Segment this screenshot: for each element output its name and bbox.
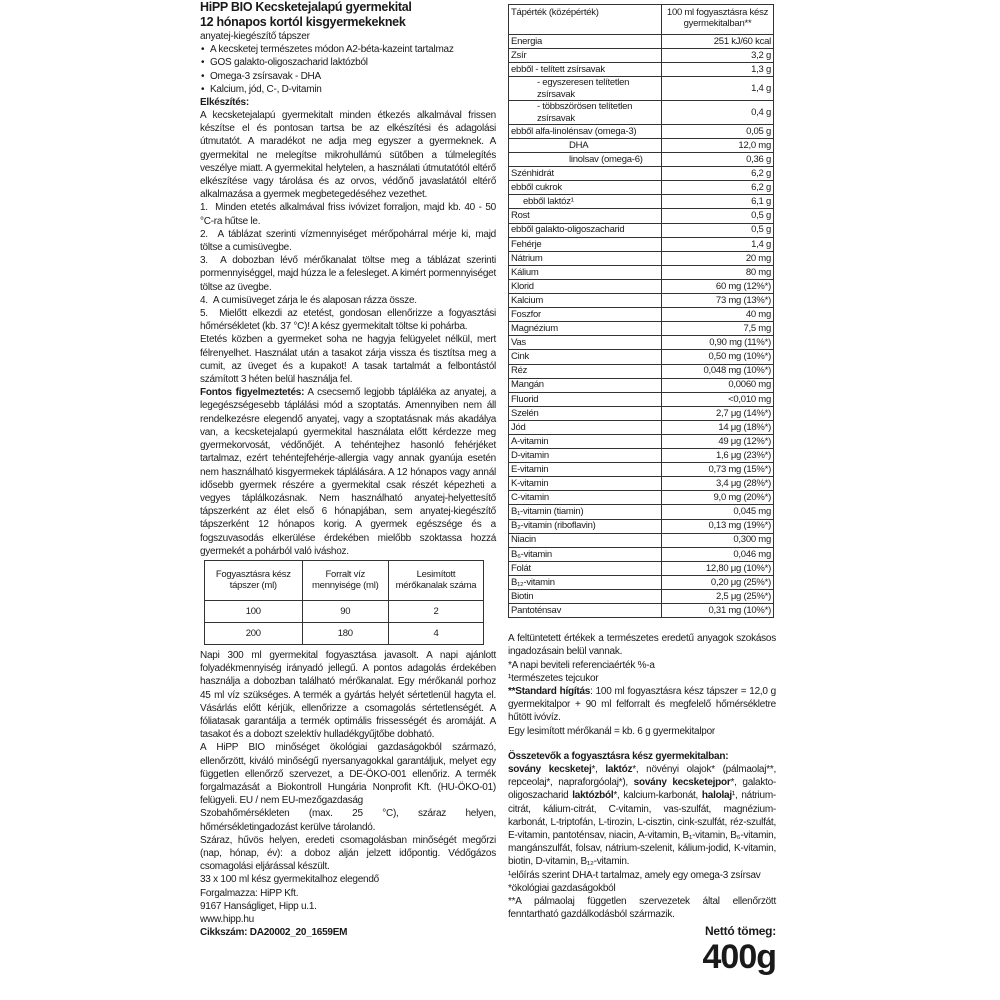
nutrient-value: 2,5 μg (25%*)	[662, 590, 774, 604]
right-column	[508, 0, 776, 1000]
left-column	[200, 0, 496, 1000]
nutrient-value: 0,045 mg	[662, 505, 774, 519]
nutrient-value: 0,4 g	[662, 101, 774, 125]
nutrient-value: 1,3 g	[662, 63, 774, 77]
nutrient-name: Kálium	[509, 265, 662, 279]
net-weight-value: 400g	[702, 937, 776, 976]
preparation-step: 2. A táblázat szerinti vízmennyiséget mérőpohárral mérje ki, majd töltse a cumisüvegbe.	[200, 228, 496, 254]
nutrient-name: E-vitamin	[509, 463, 662, 477]
nutrition-row	[509, 251, 774, 265]
dosage-cell: 100	[205, 600, 303, 622]
warning-text: A csecsemő legjobb tápláléka az anyatej, a legegészségesebb táplálási mód a szoptatás. Amennyiben nem áll rendelkezésre elegendő anyatej, vagy a szoptatásnak más akadálya van, a kecsketejalapú gyermekital használata előtt kérdezze meg gyermekorvosát, védőnőjét. A tehéntejhez hasonló fehérjéket tartalmaz, ezért tehéntejfehérje-allergia vagy annak gyanúja esetén nem használható kisgyermekek táplálására. A 12 hónapos vagy annál idősebb gyermek részére a gyermekital csak részét képezheti a vegyes táplálkozásnak. Nem használható anyatej-helyettesítő tápszerként az élet első 6 hónapjában, sem anyatej-kiegészítő tápszerként 12 hónapos korig. A gyermek egészsége és a fogszuvasodás elkerülése érdekében mielőbb szoktassa hozzá gyermekét a pohárból való iváshoz.	[200, 387, 496, 557]
nutrition-row	[509, 181, 774, 195]
nutrient-value: 49 μg (12%*)	[662, 434, 774, 448]
footnote	[508, 685, 776, 725]
footnote-text: : 100 ml fogyasztásra kész tápszer = 12,0 g gyermekitalpor + 90 ml felforralt és megfelelő hőmérsékletre hűtött ivóvíz.	[508, 686, 776, 724]
nutrition-row	[509, 449, 774, 463]
nutrition-row	[509, 420, 774, 434]
warning-heading: Fontos figyelmeztetés:	[200, 387, 305, 399]
nutrient-value: 0,13 mg (19%*)	[662, 519, 774, 533]
nutrient-name: Kalcium	[509, 294, 662, 308]
nutrition-row	[509, 505, 774, 519]
nutrient-value: 0,5 g	[662, 209, 774, 223]
nutrition-row	[509, 406, 774, 420]
nutrient-value: 0,05 g	[662, 124, 774, 138]
nutrition-row	[509, 336, 774, 350]
feature-item: • Kalcium, jód, C-, D-vitamin	[200, 83, 496, 96]
feature-list	[200, 43, 496, 96]
nutrition-row	[509, 279, 774, 293]
nutrient-name: C-vitamin	[509, 491, 662, 505]
dosage-cell: 2	[388, 600, 483, 622]
nutrient-value: 40 mg	[662, 308, 774, 322]
nutrient-name: Energia	[509, 35, 662, 49]
nutrient-name: Foszfor	[509, 308, 662, 322]
nutrient-value: 60 mg (12%*)	[662, 279, 774, 293]
nutrient-name: B₂-vitamin (riboflavin)	[509, 519, 662, 533]
preparation-step: 5. Mielőtt elkezdi az etetést, gondosan ellenőrizze a fogyasztási hőmérsékletet (kb. 37 °C)! A kész gyermekitalt töltse ki pohárba.	[200, 308, 496, 333]
nutrient-name: ebből galakto-oligoszacharid	[509, 223, 662, 237]
bio-quality-note: A HiPP BIO minőséget ökológiai gazdaságokból származó, ellenőrzött, kiváló minőségű nyersanyagokkal garantáljuk, melyet egy független ellenőrző szervezet, a DE-ÖKO-001 ellenőriz. A termék forgalmazását a Biokontroll Hungária Nonprofit Kft. (HU-ÖKO-01) felügyeli. EU / nem EU-mezőgazdaság	[200, 742, 496, 807]
nutrient-value: 0,31 mg (10%*)	[662, 604, 774, 618]
product-title: HiPP BIO Kecsketejalapú gyermekital	[200, 0, 412, 14]
storage-note: Szobahőmérsékleten (max. 25 °C), száraz helyen, hőmérsékletingadozást kerülve tárolandó.	[200, 808, 496, 833]
nutrition-row	[509, 237, 774, 251]
nutrient-name: Szelén	[509, 406, 662, 420]
nutrient-name: Szénhidrát	[509, 167, 662, 181]
nutrient-name: Magnézium	[509, 322, 662, 336]
nutrition-row	[509, 209, 774, 223]
nutrition-row	[509, 35, 774, 49]
ingredient-text: *,	[591, 764, 606, 776]
preparation-step: 3. A dobozban lévő mérőkanalat töltse meg a táblázat szerinti pormennyiséggel, majd húzza le a felesleget. A kimért pormennyiséget töltse az üvegbe.	[200, 255, 496, 293]
nutrient-name: ebből cukrok	[509, 181, 662, 195]
ingredient-bold: halolaj	[701, 790, 732, 802]
product-age: 12 hónapos kortól kisgyermekeknek	[200, 15, 406, 29]
nutrient-name: Fehérje	[509, 237, 662, 251]
nutrition-footnotes	[508, 632, 776, 738]
ingredient-bold: sovány kecsketejpor	[633, 777, 731, 789]
nutrient-name: Jód	[509, 420, 662, 434]
ingredient-bold: sovány kecsketej	[508, 764, 592, 776]
nutrition-row	[509, 153, 774, 167]
website: www.hipp.hu	[200, 913, 254, 925]
nutrient-value: 0,046 mg	[662, 547, 774, 561]
ingredients-block	[508, 750, 776, 922]
nutrient-name: Cink	[509, 350, 662, 364]
ingredient-text: *, galakto-oligoszacharid	[508, 777, 777, 802]
dosage-table	[204, 560, 484, 645]
nutrition-row	[509, 167, 774, 181]
nutrient-value: 0,048 mg (10%*)	[662, 364, 774, 378]
nutrition-row	[509, 491, 774, 505]
nutrient-value: 0,300 mg	[662, 533, 774, 547]
ingredients-note: ¹előírás szerint DHA-t tartalmaz, amely egy omega-3 zsírsav	[508, 869, 761, 881]
nutrient-value: <0,010 mg	[662, 392, 774, 406]
nutrient-name: Pantoténsav	[509, 604, 662, 618]
nutrition-table	[508, 4, 774, 618]
nutrient-value: 80 mg	[662, 265, 774, 279]
nutrient-value: 1,6 μg (23%*)	[662, 449, 774, 463]
nutrient-name: D-vitamin	[509, 449, 662, 463]
nutrient-value: 20 mg	[662, 251, 774, 265]
ingredient-text: ¹, nátrium-citrát, kálium-citrát, C-vitamin, vas-szulfát, magnézium-karbonát, L-triptofán, L-tirozin, L-cisztin, cink-szulfát, réz-szulfát, E-vitamin, pantoténsav, niacin, A-vitamin, B₁-vitamin, B₆-vitamin, mangánszulfát, folsav, nátrium-szelenit, kálium-jodid, K-vitamin, biotin, D-vitamin, B₁₂-vitamin.	[508, 790, 776, 868]
feature-item: • GOS galakto-oligoszacharid laktózból	[200, 56, 496, 69]
nutrient-name: Biotin	[509, 590, 662, 604]
nutrition-row	[509, 533, 774, 547]
nutrient-name: Niacin	[509, 533, 662, 547]
address: 9167 Hanságliget, Hipp u.1.	[200, 900, 317, 912]
nutrition-row	[509, 463, 774, 477]
nutrient-value: 6,2 g	[662, 167, 774, 181]
nutrient-value: 1,4 g	[662, 77, 774, 101]
nutrient-name: Mangán	[509, 378, 662, 392]
nutrient-name: Klorid	[509, 279, 662, 293]
nutrition-row	[509, 294, 774, 308]
article-number: Cikkszám: DA20002_20_1659EM	[200, 927, 348, 939]
nutrition-row	[509, 378, 774, 392]
preparation-step: 4. A cumisüveget zárja le és alaposan rázza össze.	[200, 294, 417, 306]
nutrient-value: 2,7 μg (14%*)	[662, 406, 774, 420]
nutrient-value: 12,80 μg (10%*)	[662, 561, 774, 575]
nutrient-name: linolsav (omega-6)	[509, 153, 662, 167]
nutrient-name: ebből alfa-linolénsav (omega-3)	[509, 124, 662, 138]
nutrition-row	[509, 364, 774, 378]
nutrient-value: 251 kJ/60 kcal	[662, 35, 774, 49]
dosage-cell: 4	[388, 622, 483, 644]
nutrient-value: 6,2 g	[662, 181, 774, 195]
preparation-after: Etetés közben a gyermeket soha ne hagyja felügyelet nélkül, mert félrenyelhet. Használat után a tasakot zárja vissza és tisztítsa meg a cumit, az üveget és a kupakot! A tasak tartalmát a felbontástól számított 3 héten belül használja fel.	[200, 334, 496, 386]
nutrient-value: 1,4 g	[662, 237, 774, 251]
nutrition-row	[509, 77, 774, 101]
footnote-bold: **Standard hígítás	[508, 686, 591, 697]
nutrient-name: K-vitamin	[509, 477, 662, 491]
table-row	[205, 622, 484, 644]
nutrient-name: B₁-vitamin (tiamin)	[509, 505, 662, 519]
net-weight-label: Nettó tömeg:	[705, 924, 776, 939]
nutrient-value: 0,90 mg (11%*)	[662, 336, 774, 350]
nutrition-rows	[509, 35, 774, 618]
nutrition-row	[509, 604, 774, 618]
nutrient-value: 73 mg (13%*)	[662, 294, 774, 308]
nutrition-row	[509, 575, 774, 589]
footnote: ¹természetes tejcukor	[508, 672, 599, 684]
nutrient-name: B₆-vitamin	[509, 547, 662, 561]
nutrient-name: Rost	[509, 209, 662, 223]
nutrient-value: 7,5 mg	[662, 322, 774, 336]
nutrient-value: 14 μg (18%*)	[662, 420, 774, 434]
ingredients-text	[508, 763, 776, 869]
nutrient-name: - egyszeresen telítetlen zsírsavak	[509, 77, 662, 101]
nutrition-row	[509, 547, 774, 561]
nutrition-row	[509, 124, 774, 138]
nutrient-value: 0,50 mg (10%*)	[662, 350, 774, 364]
nutrition-row	[509, 392, 774, 406]
dosage-header: Fogyasztásra kész tápszer (ml)	[205, 560, 303, 600]
nutrient-name: Nátrium	[509, 251, 662, 265]
best-before-note: Száraz, hűvös helyen, eredeti csomagolásban minőségét megőrzi (nap, hónap, év): a doboz alján jelzett időpontig. Védőgázos csomagolási eljárással készült.	[200, 834, 496, 873]
nutrient-name: ebből - telített zsírsavak	[509, 63, 662, 77]
nutrient-value: 0,0060 mg	[662, 378, 774, 392]
nutrient-name: Vas	[509, 336, 662, 350]
nutrient-value: 12,0 mg	[662, 139, 774, 153]
dosage-header: Forralt víz mennyisége (ml)	[302, 560, 388, 600]
nutrient-value: 3,2 g	[662, 49, 774, 63]
nutrition-row	[509, 561, 774, 575]
nutrition-row	[509, 322, 774, 336]
footnote: Egy lesimított mérőkanál = kb. 6 g gyermekitalpor	[508, 725, 716, 737]
nutrient-value: 0,20 μg (25%*)	[662, 575, 774, 589]
nutrient-name: Fluorid	[509, 392, 662, 406]
nutrient-name: ebből laktóz¹	[509, 195, 662, 209]
nutrient-value: 9,0 mg (20%*)	[662, 491, 774, 505]
nutrition-header-value: 100 ml fogyasztásra kész gyermekitalban**	[662, 5, 774, 35]
warning-paragraph	[200, 386, 496, 558]
preparation-step: 1. Minden etetés alkalmával friss ivóvizet forraljon, majd kb. 40 - 50 °C-ra hűtse le.	[200, 202, 496, 227]
footnote: A feltüntetett értékek a természetes eredetű anyagok szokásos ingadozásain belül vannak.	[508, 633, 776, 658]
nutrient-value: 3,4 μg (28%*)	[662, 477, 774, 491]
preparation-heading: Elkészítés:	[200, 97, 249, 109]
nutrient-name: - többszörösen telítetlen zsírsavak	[509, 101, 662, 125]
ingredient-text: *, növényi olajok* (pálmaolaj**, repceolaj*, napraforgóolaj*),	[508, 764, 777, 789]
nutrition-row	[509, 477, 774, 491]
daily-intake-note: Napi 300 ml gyermekital fogyasztása javasolt. A napi ajánlott folyadékmennyiség irányadó jellegű. A pontos adagolás érdekében használja a dobozban található mérőkanalat. Egy mérőkanál porhoz 45 ml víz szükséges. A termék a gyártás helyét sértetlenül hagyta el. Vásárlás előtt kérjük, ellenőrizze a csomagolás sértetlenségét. A fóliatasak garantálja a termék optimális frissességét és aromáját. A tasakot és a dobozt szelektív hulladékgyűjtőbe dobható.	[200, 649, 496, 741]
dosage-cell: 200	[205, 622, 303, 644]
ingredient-text: *, kalcium-karbonát,	[613, 790, 702, 802]
dosage-cell: 90	[302, 600, 388, 622]
nutrition-row	[509, 49, 774, 63]
nutrition-row	[509, 101, 774, 125]
ingredient-bold: laktózból	[572, 790, 614, 802]
nutrition-row	[509, 434, 774, 448]
nutrition-row	[509, 350, 774, 364]
nutrition-row	[509, 590, 774, 604]
product-subtitle: anyatej-kiegészítő tápszer	[200, 31, 310, 42]
footnote: *A napi beviteli referenciaérték %-a	[508, 659, 655, 671]
distributor: Forgalmazza: HiPP Kft.	[200, 887, 299, 899]
nutrition-row	[509, 195, 774, 209]
nutrient-name: Réz	[509, 364, 662, 378]
portions-note: 33 x 100 ml kész gyermekitalhoz elegendő	[200, 874, 379, 886]
nutrient-name: DHA	[509, 139, 662, 153]
dosage-cell: 180	[302, 622, 388, 644]
feature-item: • Omega-3 zsírsavak - DHA	[200, 70, 496, 83]
nutrient-name: A-vitamin	[509, 434, 662, 448]
nutrient-name: B₁₂-vitamin	[509, 575, 662, 589]
nutrition-row	[509, 519, 774, 533]
nutrient-value: 6,1 g	[662, 195, 774, 209]
nutrition-row	[509, 308, 774, 322]
nutrient-value: 0,36 g	[662, 153, 774, 167]
ingredient-bold: laktóz	[605, 764, 633, 776]
nutrition-row	[509, 63, 774, 77]
preparation-intro: A kecsketejalapú gyermekitalt minden étkezés alkalmával frissen készítse el és pontosan tartsa be az elkészítési és adagolási útmutatót. A maradékot ne adja meg egyszer a gyermeknek. A gyermekital ne melegítse mikrohullámú sütőben a túlmelegítés veszélye miatt. A gyermekital helytelen, a használati útmutatótól eltérő elkészítése vagy tárolása és az orvos, védőnő javaslatától eltérő alkalmazása a gyermek megbetegedéséhez vezethet.	[200, 110, 496, 201]
nutrition-row	[509, 223, 774, 237]
nutrient-value: 0,5 g	[662, 223, 774, 237]
nutrition-row	[509, 139, 774, 153]
nutrition-row	[509, 265, 774, 279]
table-row	[205, 600, 484, 622]
feature-item: • A kecsketej természetes módon A2-béta-kazeint tartalmaz	[200, 43, 496, 56]
nutrient-name: Folát	[509, 561, 662, 575]
nutrition-header-name: Tápérték (középérték)	[509, 5, 662, 35]
ingredients-heading: Összetevők a fogyasztásra kész gyermekitalban:	[508, 750, 729, 762]
ingredients-note: *ökológiai gazdaságokból	[508, 882, 616, 894]
nutrient-value: 0,73 mg (15%*)	[662, 463, 774, 477]
nutrient-name: Zsír	[509, 49, 662, 63]
dosage-header: Lesimított mérőkanalak száma	[388, 560, 483, 600]
ingredients-note: **A pálmaolaj független szervezetek által ellenőrzött fenntartható gazdálkodásból származik.	[508, 896, 776, 921]
